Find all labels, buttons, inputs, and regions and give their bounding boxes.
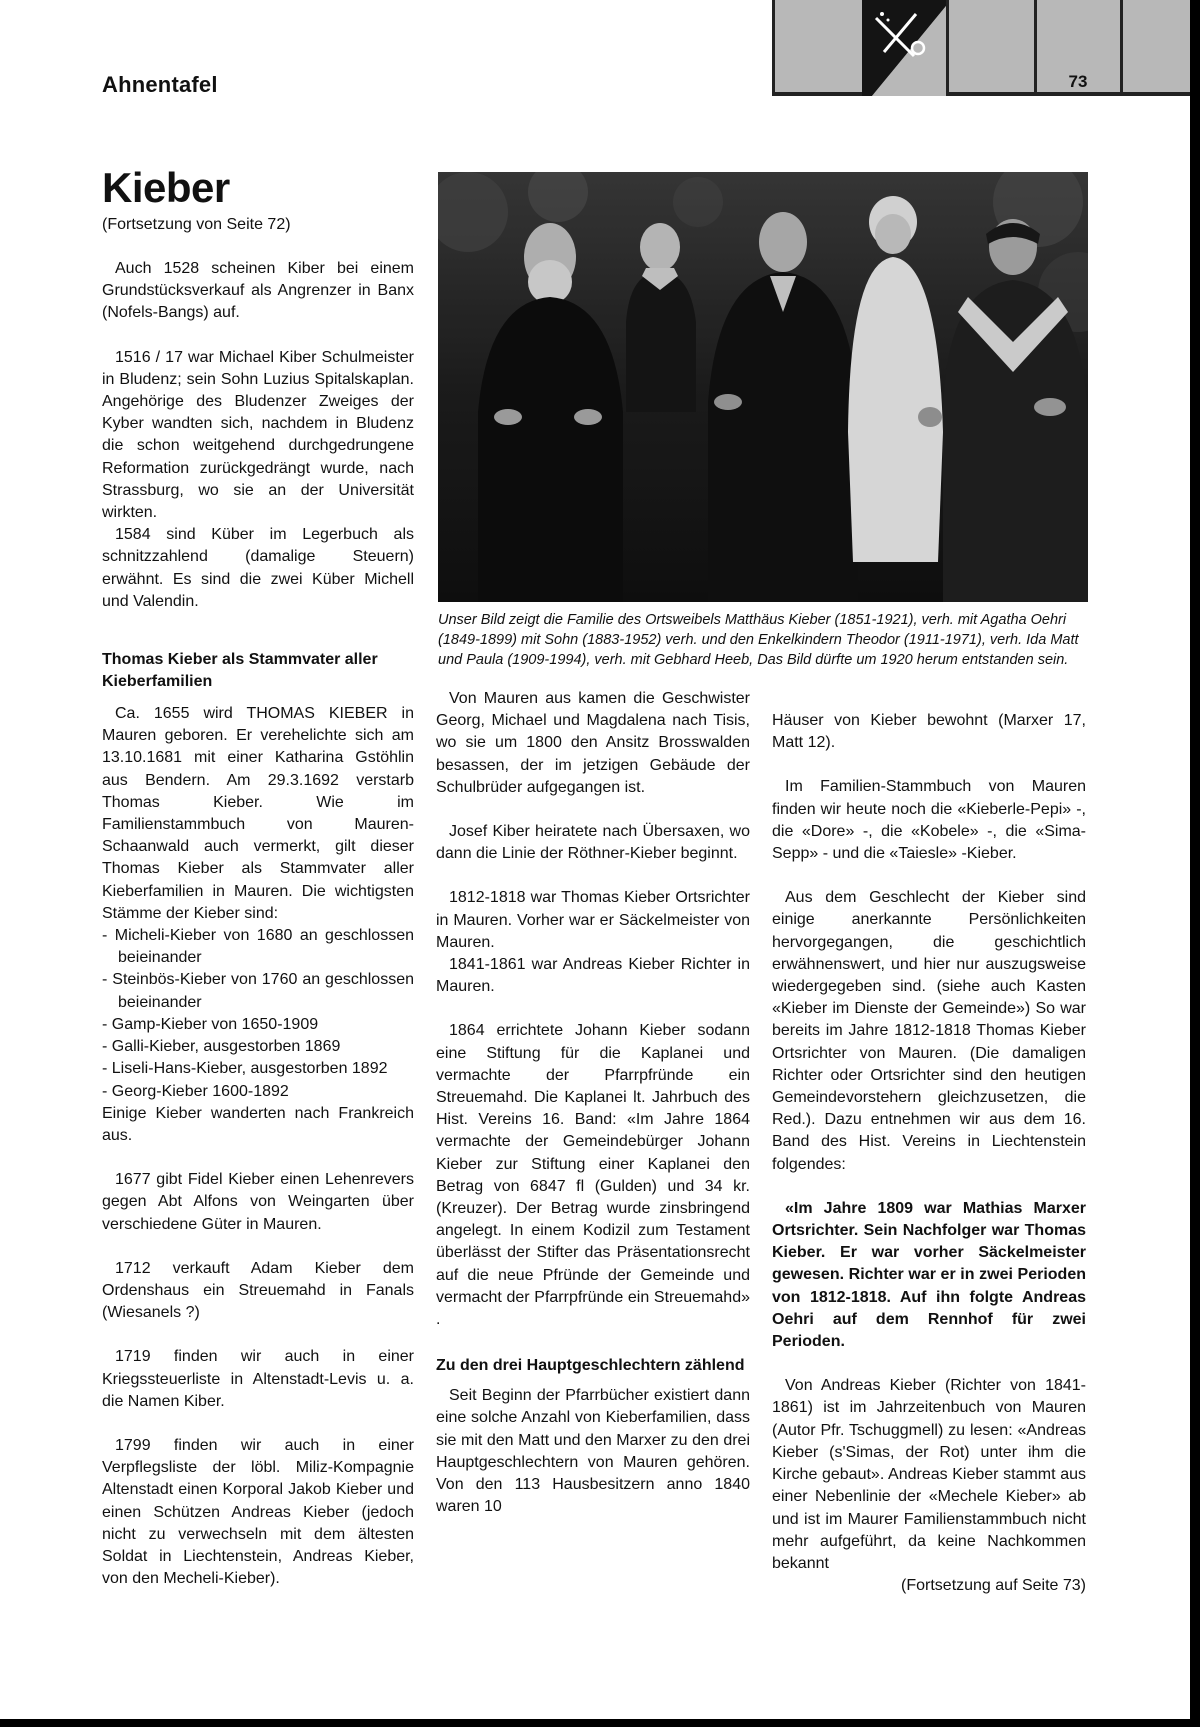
- list-item: - Gamp-Kieber von 1650-1909: [102, 1015, 319, 1033]
- header-band-divider: [1120, 0, 1123, 96]
- paragraph: Von Mauren aus kamen die Geschwister Georg, Michael und Magdalena nach Tisis, wo sie um 1800 den Ansitz Brosswalden besassen, der im jetzigen Gebäude der Schulbrüder aufgegangen ist.: [436, 690, 750, 796]
- list-item: - Steinbös-Kieber von 1760 an geschlossen beieinander: [102, 971, 414, 1011]
- paragraph: Von Andreas Kieber (Richter von 1841-1861) ist im Jahrzeitenbuch von Mauren (Autor Pfr. Tschuggmell) zu lesen: «Andreas Kieber (s'Simas, der Rot) unter ihm die Kirche gebaut». Andreas Kieber stammt aus einer Nebenlinie der «Mechele Kieber» ab und ist im Maurer Familienstammbuch nicht mehr aufgeführt, da keine Nachkommen bekannt: [772, 1377, 1086, 1572]
- photo-caption: Unser Bild zeigt die Familie des Ortsweibels Matthäus Kieber (1851-1921), verh. mit Agatha Oehri (1849-1899) mit Sohn (1883-1952) verh. und den Enkelkindern Theodor (1911-1971), verh. Ida Matt und Paula (1909-1994), verh. mit Gebhard Heeb, Das Bild dürfte um 1920 herum entstanden sein.: [438, 612, 1079, 668]
- header-band-divider: [946, 0, 949, 96]
- paragraph: Im Familien-Stammbuch von Mauren finden wir heute noch die «Kieberle-Pepi» -, die «Dore» -, die «Kobele» -, die «Sima-Sepp» - und die «Taiesle» -Kieber.: [772, 778, 1086, 863]
- paragraph: 1677 gibt Fidel Kieber einen Lehenrevers gegen Abt Alfons von Weingarten über verschiedene Güter in Mauren.: [102, 1171, 414, 1233]
- paragraph: Aus dem Geschlecht der Kieber sind einige anerkannte Persönlichkeiten hervorgegangen, die geschichtlich erwähnenswert, und hier nur auszugsweise wiedergegeben sind. (siehe auch Kasten «Kieber im Dienste der Gemeinde») So war bereits im Jahre 1812-1818 Thomas Kieber Ortsrichter von Mauren. (Die damaligen Richter oder Ortsrichter sind den heutigen Gemeindevorstehern gleichzusetzen, die Red.). Dazu entnehmen wir aus dem 16. Band des Hist. Vereins in Liechtenstein folgendes:: [772, 889, 1086, 1173]
- paragraph: Ca. 1655 wird THOMAS KIEBER in Mauren geboren. Er verehelichte sich am 13.10.1681 mit einer Katharina Gstöhlin aus Bendern. Am 29.3.1692 verstarb Thomas Kieber. Wie im Familienstammbuch von Mauren-Schaanwald auch vermerkt, gilt dieser Thomas Kieber als Stammvater aller Kieberfamilien in Mauren. Die wichtigsten Stämme der Kieber sind:: [102, 705, 414, 922]
- page-edge-right: [1190, 0, 1200, 1727]
- paragraph: 1712 verkauft Adam Kieber dem Ordenshaus ein Streuemahd in Fanals (Wiesanels ?): [102, 1259, 414, 1322]
- paragraph: Häuser von Kieber bewohnt (Marxer 17, Matt 12).: [772, 712, 1086, 752]
- lineage-list: [102, 925, 414, 1103]
- family-photograph: [438, 172, 1088, 602]
- article-title: Kieber: [102, 164, 230, 211]
- list-item: - Georg-Kieber 1600-1892: [102, 1082, 289, 1100]
- paragraph: 1584 sind Küber im Legerbuch als schnitzzahlend (damalige Steuern) erwähnt. Es sind die zwei Küber Michell und Valendin.: [102, 526, 414, 610]
- paragraph: 1516 / 17 war Michael Kiber Schulmeister in Bludenz; sein Sohn Luzius Spitalskaplan. Angehörige des Bludenzer Zweiges der Kyber wandten sich, nachdem in Bludenz die schon weitgehend durchgedrungene Reformation zurückgedrängt wurde, nach Strassburg, wo sie an der Universität wirkten.: [102, 348, 414, 522]
- section-heading: Zu den drei Hauptgeschlechtern zählend: [436, 1357, 745, 1375]
- page-edge-bottom: [0, 1719, 1200, 1727]
- paragraph: 1841-1861 war Andreas Kieber Richter in Mauren.: [436, 956, 750, 996]
- section-heading: Thomas Kieber als Stammvater aller Kieberfamilien: [102, 651, 378, 691]
- paragraph: Auch 1528 scheinen Kiber bei einem Grundstücksverkauf als Angrenzer in Banx (Nofels-Bangs) auf.: [102, 260, 414, 322]
- paragraph: Seit Beginn der Pfarrbücher existiert dann eine solche Anzahl von Kieberfamilien, dass sie mit den Matt und den Marxer zu den drei Hauptgeschlechtern von Mauren gehören. Von den 113 Hausbesitzern anno 1840 waren 10: [436, 1387, 750, 1516]
- paragraph: Josef Kiber heiratete nach Übersaxen, wo dann die Linie der Röthner-Kieber beginnt.: [436, 823, 750, 863]
- list-item: - Liseli-Hans-Kieber, ausgestorben 1892: [102, 1060, 388, 1078]
- text-column-middle: [436, 688, 750, 1519]
- page-number: 73: [1068, 72, 1088, 91]
- section-title: Ahnentafel: [102, 72, 218, 97]
- header-band-divider: [772, 0, 775, 96]
- continued-note: (Fortsetzung auf Seite 73): [901, 1577, 1086, 1595]
- paragraph: Einige Kieber wanderten nach Frankreich aus.: [102, 1104, 414, 1144]
- list-item: - Micheli-Kieber von 1680 an geschlossen beieinander: [102, 927, 414, 967]
- paragraph: 1812-1818 war Thomas Kieber Ortsrichter in Mauren. Vorher war er Säckelmeister von Mauren.: [436, 889, 750, 951]
- header-band: [772, 0, 1190, 96]
- article-subtitle: (Fortsetzung von Seite 72): [102, 216, 291, 233]
- crossed-tools-emblem-icon: [862, 0, 946, 96]
- header-band-divider: [1034, 0, 1037, 96]
- text-column-right: [772, 710, 1086, 1597]
- paragraph: 1719 finden wir auch in einer Kriegssteuerliste in Altenstadt-Levis u. a. die Namen Kiber.: [102, 1348, 414, 1410]
- paragraph: 1799 finden wir auch in einer Verpflegsliste der löbl. Miliz-Kompagnie Altenstadt einen Korporal Jakob Kieber und einen Schützen Andreas Kieber (jedoch nicht zu verwechseln mit dem ältesten Soldat in Liechtenstein, Andreas Kieber, von den Mecheli-Kieber).: [102, 1436, 414, 1588]
- paragraph: 1864 errichtete Johann Kieber sodann eine Stiftung für die Kaplanei und vermachte der Pfarrpfründe ein Streuemahd. Die Kaplanei lt. Jahrbuch des Hist. Vereins 16. Band: «Im Jahre 1864 vermachte der Gemeindebürger Johann Kieber zur Stiftung einer Kaplanei den Betrag von 6847 fl (Gulden) und 34 kr. (Kreuzer). Der Betrag wurde zinsbringend angelegt. In einem Kodizil zum Testament überlässt der Stifter das Präsentationsrecht auf die neue Pfründe der Gemeinde und vermacht der Pfarrpfründe ein Streuemahd» .: [436, 1022, 750, 1329]
- text-column-left: [102, 258, 414, 1590]
- header-band-baseline: [772, 92, 1190, 96]
- list-item: - Galli-Kieber, ausgestorben 1869: [102, 1038, 341, 1056]
- quote-paragraph: «Im Jahre 1809 war Mathias Marxer Ortsrichter. Sein Nachfolger war Thomas Kieber. Er war vorher Säckelmeister gewesen. Richter war er in zwei Perioden von 1812-1818. Auf ihn folgte Andreas Oehri auf dem Rennhof für zwei Perioden.: [772, 1199, 1086, 1351]
